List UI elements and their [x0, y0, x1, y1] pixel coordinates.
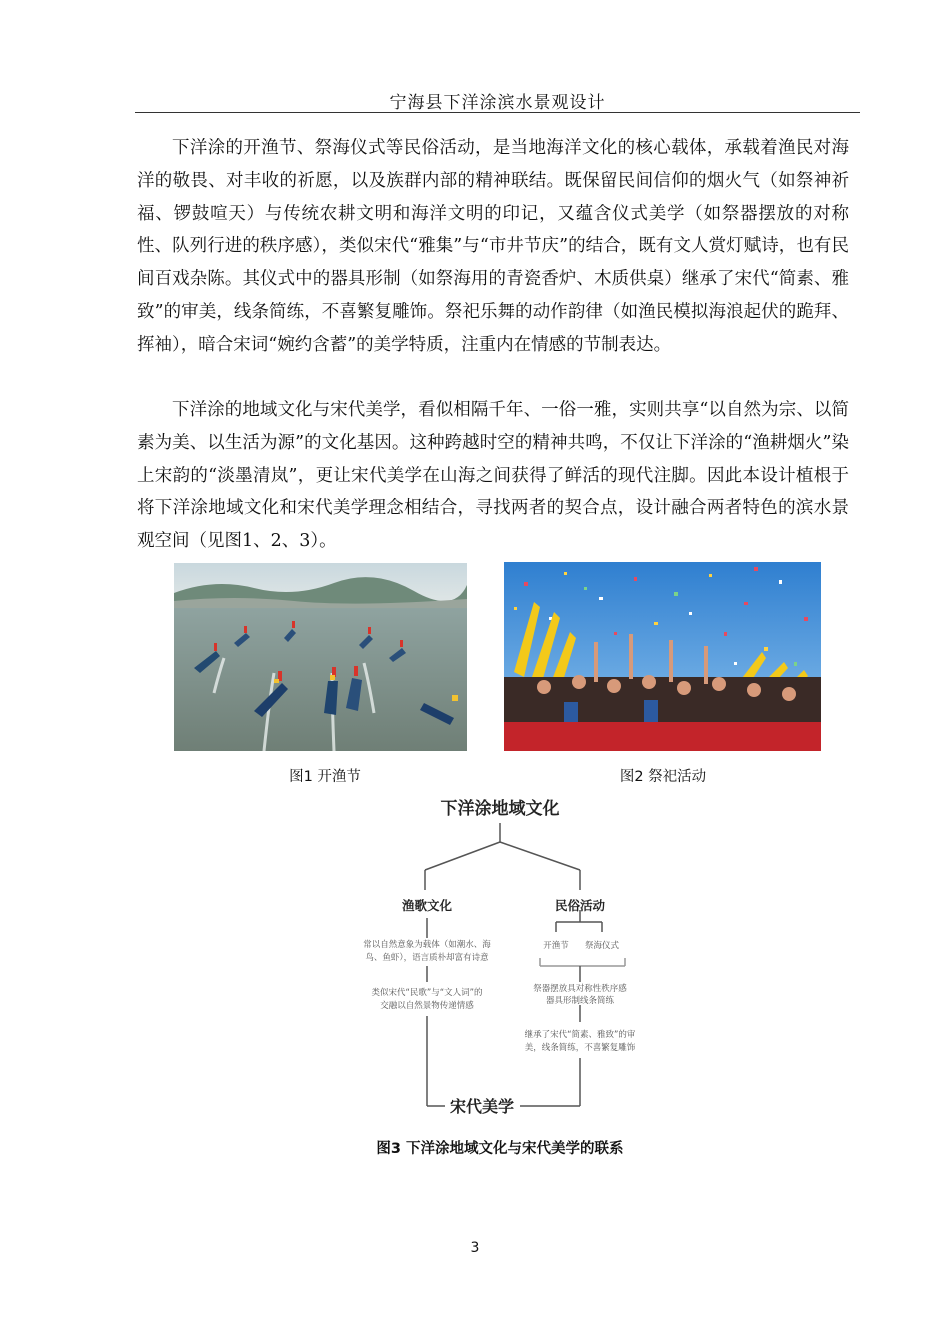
diagram-left-branch: 渔歌文化 [401, 898, 453, 913]
culture-aesthetics-diagram [320, 790, 660, 1120]
page-number: 3 [470, 1240, 480, 1256]
right-note-2-line-2: 美，线条简练，不喜繁复雕饰 [524, 1043, 636, 1053]
figure-2-caption: 图2 祭祀活动 [619, 769, 707, 785]
diagram-top-node: 下洋涂地域文化 [440, 799, 560, 819]
left-note-2-line-1: 类似宋代“民歌”与“文人词”的 [371, 988, 483, 998]
left-note-1-line-2: 鸟、鱼虾），语言质朴却富有诗意 [365, 953, 489, 963]
left-note-1-line-1: 常以自然意象为载体（如潮水、海 [363, 940, 491, 950]
figure-1-caption: 图1 开渔节 [289, 769, 361, 785]
right-sub-2: 祭海仪式 [584, 941, 620, 951]
diagram-right-branch: 民俗活动 [554, 898, 606, 913]
right-note-1-line-2: 器具形制线条简练 [545, 996, 615, 1006]
running-header: 宁海县下洋涂滨水景观设计 [389, 93, 606, 113]
header-rule [135, 112, 860, 113]
left-note-2-line-2: 交融以自然景物传递情感 [380, 1001, 474, 1011]
ritual-activity-photo [504, 562, 821, 751]
figure-3-caption: 图3 下洋涂地域文化与宋代美学的联系 [376, 1141, 624, 1157]
paragraph-2: 下洋涂的地域文化与宋代美学，看似相隔千年、一俗一雅，实则共享“以自然为宗、以简素为美、以生活为源”的文化基因。这种跨越时空的精神共鸣，不仅让下洋涂的“渔耕烟火”染上宋韵的“淡墨清岚”，更让宋代美学在山海之间获得了鲜活的现代注脚。因此本设计植根于将下洋涂地域文化和宋代美学理念相结合，寻找两者的契合点，设计融合两者特色的滨水景观空间（见图1、2、3）。 [137, 400, 849, 552]
diagram-bottom-node: 宋代美学 [449, 1097, 515, 1116]
right-note-2-line-1: 继承了宋代“简素、雅致”的审 [524, 1030, 636, 1040]
right-note-1-line-1: 祭器摆放具对称性秩序感 [533, 984, 627, 994]
right-sub-1: 开渔节 [543, 941, 569, 951]
fishing-festival-photo [174, 563, 467, 751]
paragraph-1: 下洋涂的开渔节、祭海仪式等民俗活动，是当地海洋文化的核心载体，承载着渔民对海洋的敬畏、对丰收的祈愿，以及族群内部的精神联结。既保留民间信仰的烟火气（如祭神祈福、锣鼓喧天）与传统农耕文明和海洋文明的印记，又蕴含仪式美学（如祭器摆放的对称性、队列行进的秩序感），类似宋代“雅集”与“市井节庆”的结合，既有文人赏灯赋诗，也有民间百戏杂陈。其仪式中的器具形制（如祭海用的青瓷香炉、木质供桌）继承了宋代“简素、雅致”的审美，线条简练，不喜繁复雕饰。祭祀乐舞的动作韵律（如渔民模拟海浪起伏的跪拜、挥袖），暗合宋词“婉约含蓄”的美学特质，注重内在情感的节制表达。 [137, 138, 849, 355]
